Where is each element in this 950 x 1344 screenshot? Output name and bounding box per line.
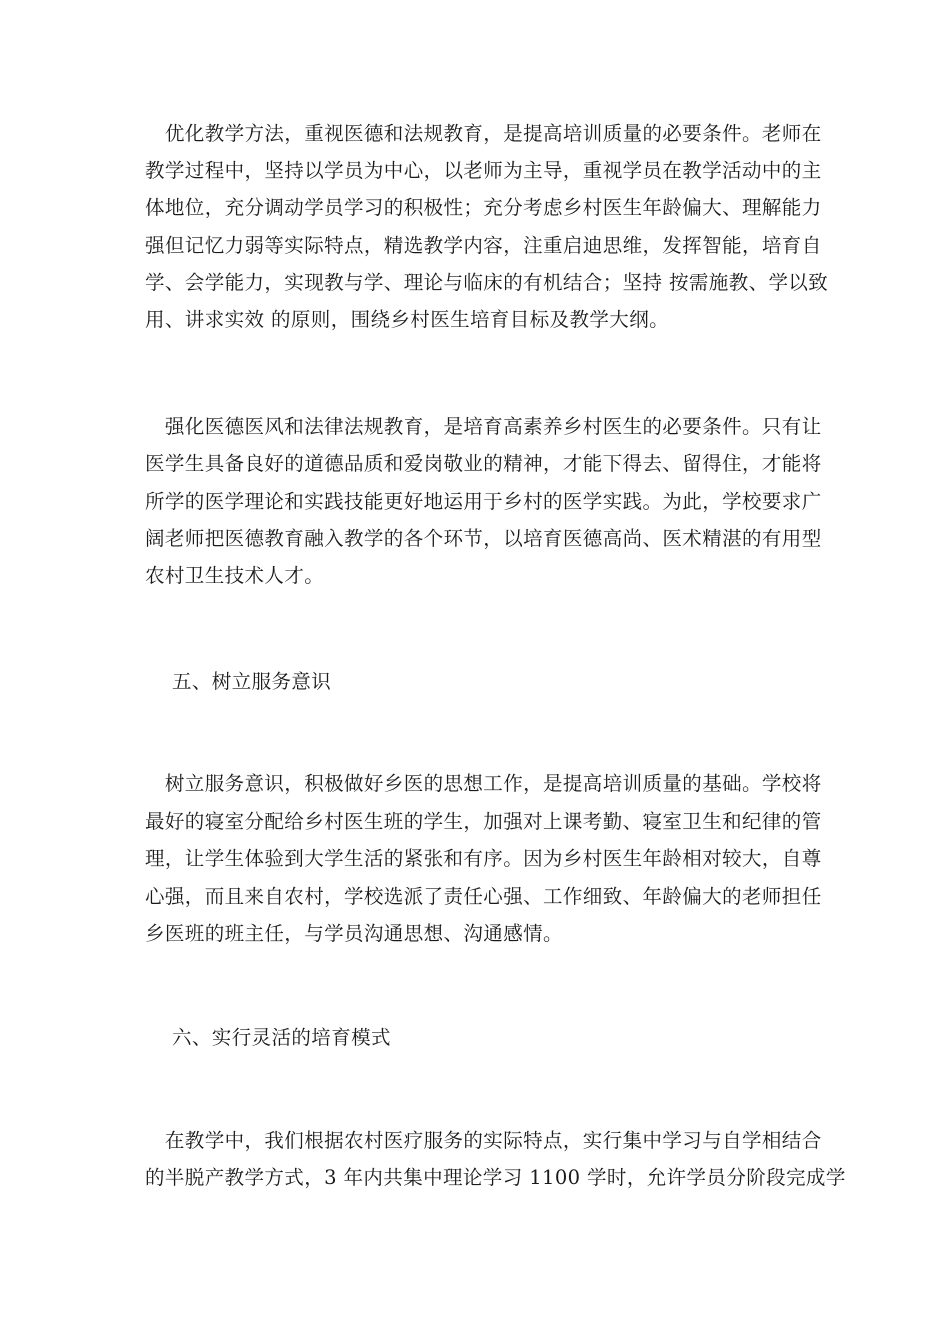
text-line: 强但记忆力弱等实际特点，精选教学内容，注重启迪思维，发挥智能，培育自 [145,234,822,257]
text-line: 最好的寝室分配给乡村医生班的学生，加强对上课考勤、寝室卫生和纪律的管 [145,810,822,833]
text-line: 教学过程中，坚持以学员为中心，以老师为主导，重视学员在教学活动中的主 [145,159,822,182]
text-line: 在教学中，我们根据农村医疗服务的实际特点，实行集中学习与自学相结合 [145,1129,822,1152]
text-line: 农村卫生技术人才。 [145,564,325,587]
text-line: 理，让学生体验到大学生活的紧张和有序。因为乡村医生年龄相对较大，自尊 [145,847,822,870]
text-line: 学、会学能力，实现教与学、理论与临床的有机结合；坚持 按需施教、学以致 [145,271,829,294]
text-line: 的半脱产教学方式，3 年内共集中理论学习 1100 学时，允许学员分阶段完成学 [145,1166,846,1189]
section-heading: 五、树立服务意识 [172,670,332,693]
text-line: 医学生具备良好的道德品质和爱岗敬业的精神，才能下得去、留得住，才能将 [145,452,822,475]
text-line: 强化医德医风和法律法规教育，是培育高素养乡村医生的必要条件。只有让 [145,415,822,438]
text-line: 树立服务意识，积极做好乡医的思想工作，是提高培训质量的基础。学校将 [145,772,822,795]
section-heading: 六、实行灵活的培育模式 [172,1026,391,1049]
text-line: 优化教学方法，重视医德和法规教育，是提高培训质量的必要条件。老师在 [145,122,822,145]
text-line: 心强，而且来自农村，学校选派了责任心强、工作细致、年龄偏大的老师担任 [145,885,822,908]
text-line: 乡医班的班主任，与学员沟通思想、沟通感情。 [145,922,563,945]
text-line: 阔老师把医德教育融入教学的各个环节，以培育医德高尚、医术精湛的有用型 [145,527,822,550]
text-line: 用、讲求实效 的原则，围绕乡村医生培育目标及教学大纲。 [145,308,669,331]
text-line: 体地位，充分调动学员学习的积极性；充分考虑乡村医生年龄偏大、理解能力 [145,196,822,219]
text-line: 所学的医学理论和实践技能更好地运用于乡村的医学实践。为此，学校要求广 [145,490,822,513]
